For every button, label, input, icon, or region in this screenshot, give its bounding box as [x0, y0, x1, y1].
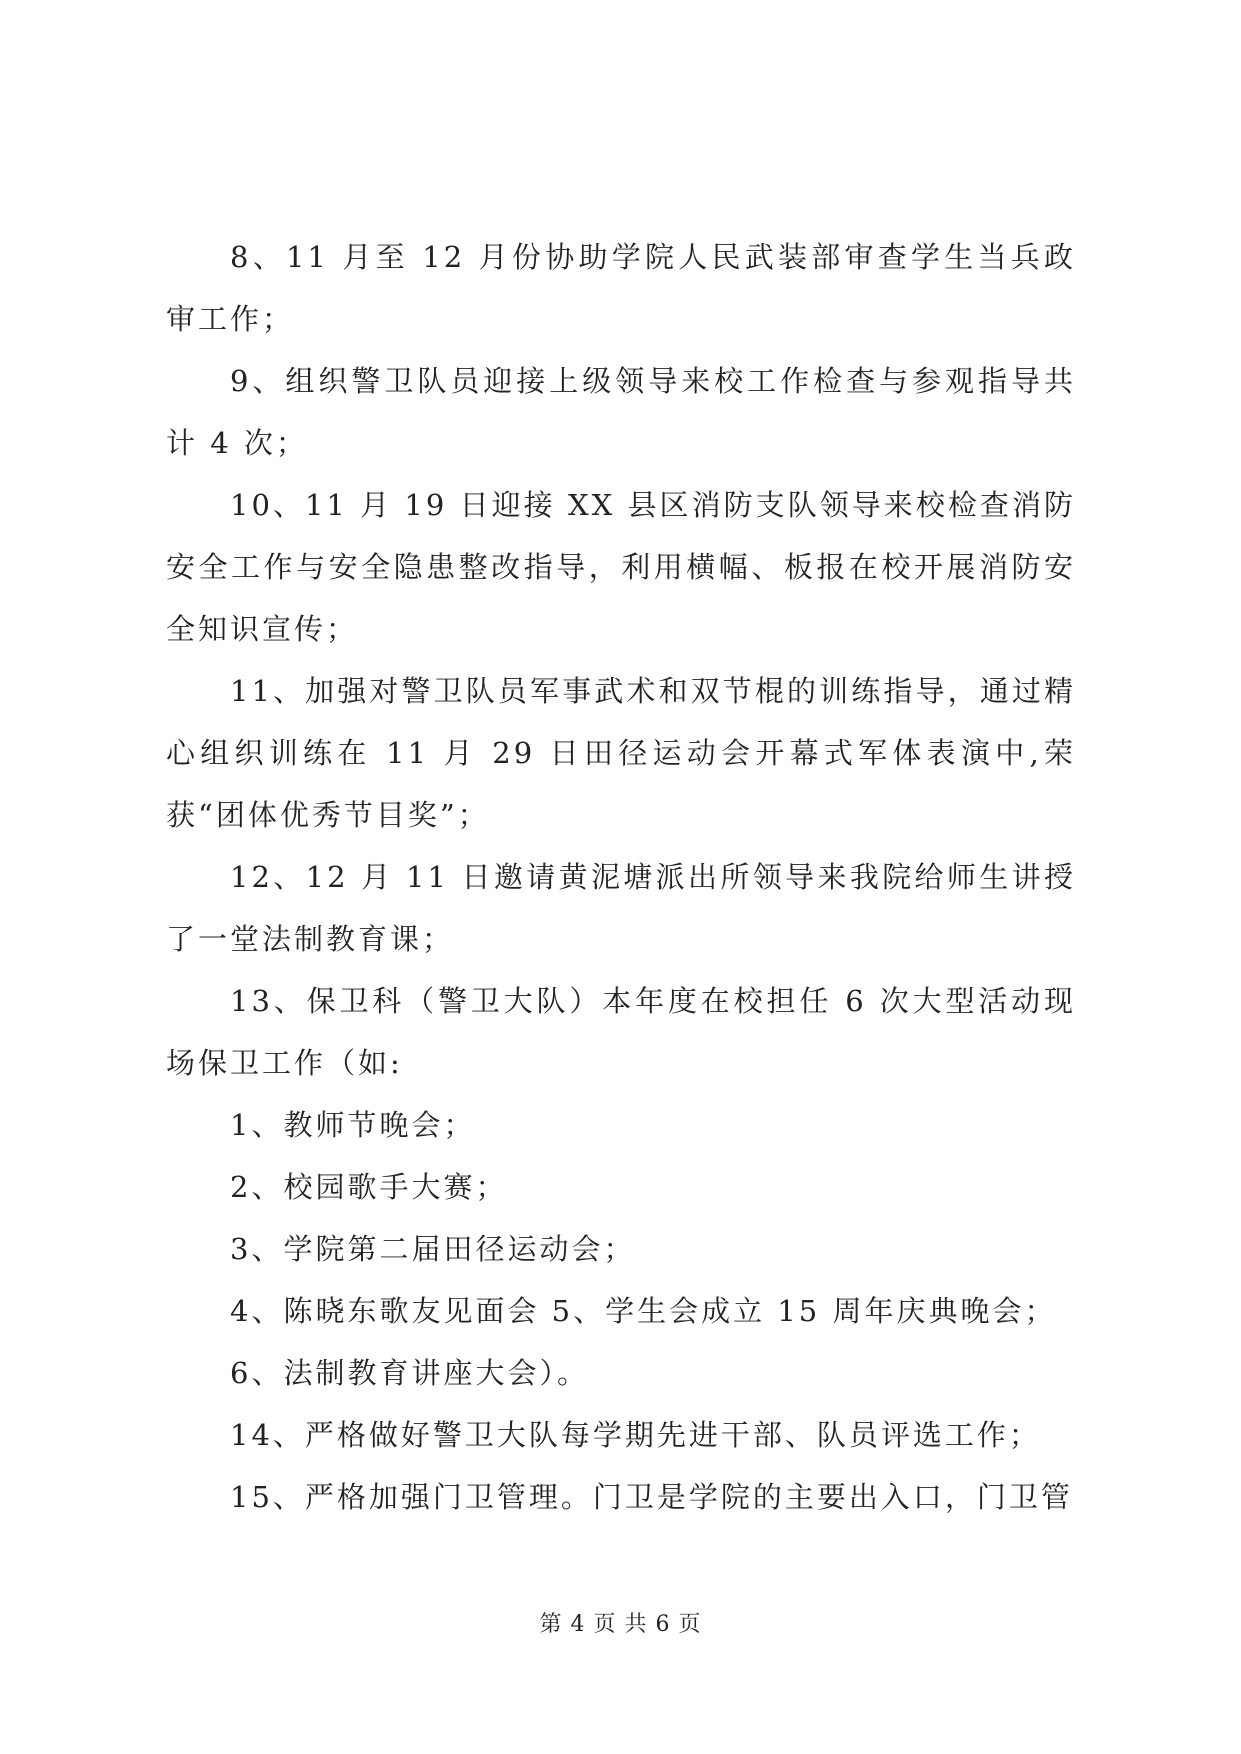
document-body — [166, 226, 1076, 1528]
sub-item-4-5: 4、陈晓东歌友见面会 5、学生会成立 15 周年庆典晚会； — [230, 1294, 1057, 1328]
sub-item-6: 6、法制教育讲座大会）。 — [230, 1356, 589, 1390]
paragraph-item-13: 13、保卫科（警卫大队）本年度在校担任 6 次大型活动现场保卫工作（如: — [166, 984, 1076, 1080]
paragraph-item-14: 14、严格做好警卫大队每学期先进干部、队员评选工作； — [230, 1418, 1041, 1452]
sub-item-3: 3、学院第二届田径运动会； — [230, 1232, 636, 1266]
page-number-footer: 第 4 页 共 6 页 — [539, 1612, 702, 1637]
paragraph-item-15: 15、严格加强门卫管理。门卫是学院的主要出入口，门卫管 — [230, 1480, 1073, 1514]
paragraph-item-12: 12、12 月 11 日邀请黄泥塘派出所领导来我院给师生讲授了一堂法制教育课； — [166, 860, 1076, 956]
sub-item-1: 1、教师节晚会； — [230, 1108, 476, 1142]
paragraph-item-11: 11、加强对警卫队员军事武术和双节棍的训练指导，通过精心组织训练在 11 月 29 日田径运动会开幕式军体表演中,荣获“团体优秀节目奖”； — [166, 674, 1076, 832]
sub-item-2: 2、校园歌手大赛； — [230, 1170, 508, 1204]
paragraph-item-8: 8、11 月至 12 月份协助学院人民武装部审查学生当兵政审工作； — [166, 240, 1076, 336]
paragraph-item-10: 10、11 月 19 日迎接 XX 县区消防支队领导来校检查消防安全工作与安全隐患整改指导，利用横幅、板报在校开展消防安全知识宣传； — [166, 488, 1076, 646]
paragraph-item-9: 9、组织警卫队员迎接上级领导来校工作检查与参观指导共计 4 次； — [166, 364, 1076, 460]
